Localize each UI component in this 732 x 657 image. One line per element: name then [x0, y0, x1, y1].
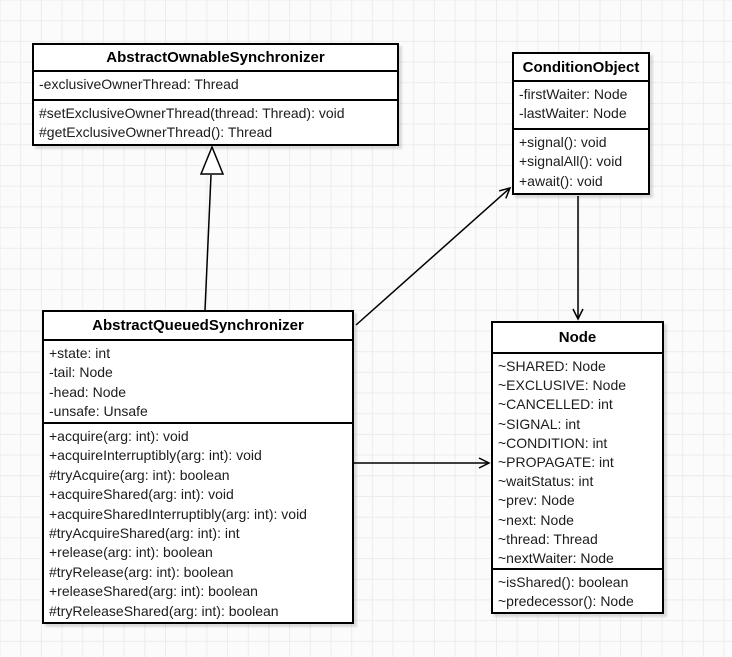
attribute: ~CONDITION: int: [498, 434, 608, 451]
attribute: ~waitStatus: int: [498, 473, 594, 490]
attributes-section: [493, 354, 662, 570]
methods-section: [514, 130, 648, 193]
attribute: ~CANCELLED: int: [498, 396, 613, 413]
attribute: -head: Node: [49, 383, 127, 400]
attribute: ~SHARED: Node: [498, 358, 606, 374]
method: +releaseShared(arg: int): boolean: [49, 583, 258, 600]
method: #tryAcquire(arg: int): boolean: [49, 466, 230, 483]
attribute: ~nextWaiter: Node: [498, 550, 614, 567]
attribute: -tail: Node: [49, 364, 113, 381]
attribute: +state: int: [49, 345, 111, 361]
class-title: Node: [493, 323, 662, 354]
method: +release(arg: int): boolean: [49, 544, 213, 561]
methods-section: [44, 424, 352, 622]
attribute: ~prev: Node: [498, 492, 575, 509]
attribute: ~thread: Thread: [498, 530, 598, 547]
method: +acquire(arg: int): void: [49, 428, 189, 444]
attribute: -firstWaiter: Node: [519, 86, 628, 102]
method: #setExclusiveOwnerThread(thread: Thread): void: [39, 105, 345, 121]
method: #tryAcquireShared(arg: int): int: [49, 525, 240, 542]
method: +acquireInterruptibly(arg: int): void: [49, 447, 262, 464]
class-abstract-ownable-synchronizer[interactable]: [32, 43, 399, 146]
method: +acquireSharedInterruptibly(arg: int): void: [49, 505, 307, 522]
class-title: AbstractQueuedSynchronizer: [44, 312, 352, 341]
method: ~isShared(): boolean: [498, 574, 629, 590]
attributes-section: [514, 82, 648, 130]
edge-generalization-aqs-to-aos[interactable]: [201, 147, 223, 310]
method: +signal(): void: [519, 134, 607, 150]
class-abstract-queued-synchronizer[interactable]: [42, 310, 354, 624]
method: +signalAll(): void: [519, 153, 623, 170]
method: #tryRelease(arg: int): boolean: [49, 563, 234, 580]
class-title: AbstractOwnableSynchronizer: [34, 45, 397, 72]
attribute: ~next: Node: [498, 511, 574, 528]
methods-section: [34, 101, 397, 144]
attributes-section: [34, 72, 397, 101]
attribute: -unsafe: Unsafe: [49, 403, 148, 420]
attribute: ~EXCLUSIVE: Node: [498, 377, 627, 394]
methods-section: [493, 570, 662, 612]
class-node[interactable]: [491, 321, 664, 614]
method: +await(): void: [519, 172, 603, 189]
method: +acquireShared(arg: int): void: [49, 486, 234, 503]
attribute: ~SIGNAL: int: [498, 415, 581, 432]
method: #tryReleaseShared(arg: int): boolean: [49, 602, 279, 619]
class-condition-object[interactable]: [512, 52, 650, 195]
attribute: -lastWaiter: Node: [519, 105, 627, 122]
attributes-section: [44, 341, 352, 424]
method: ~predecessor(): Node: [498, 593, 634, 610]
method: #getExclusiveOwnerThread(): Thread: [39, 124, 273, 141]
edge-association-aqs-to-conditionobject[interactable]: [356, 188, 510, 325]
class-title: ConditionObject: [514, 54, 648, 82]
attribute: -exclusiveOwnerThread: Thread: [39, 76, 239, 92]
attribute: ~PROPAGATE: int: [498, 454, 614, 471]
